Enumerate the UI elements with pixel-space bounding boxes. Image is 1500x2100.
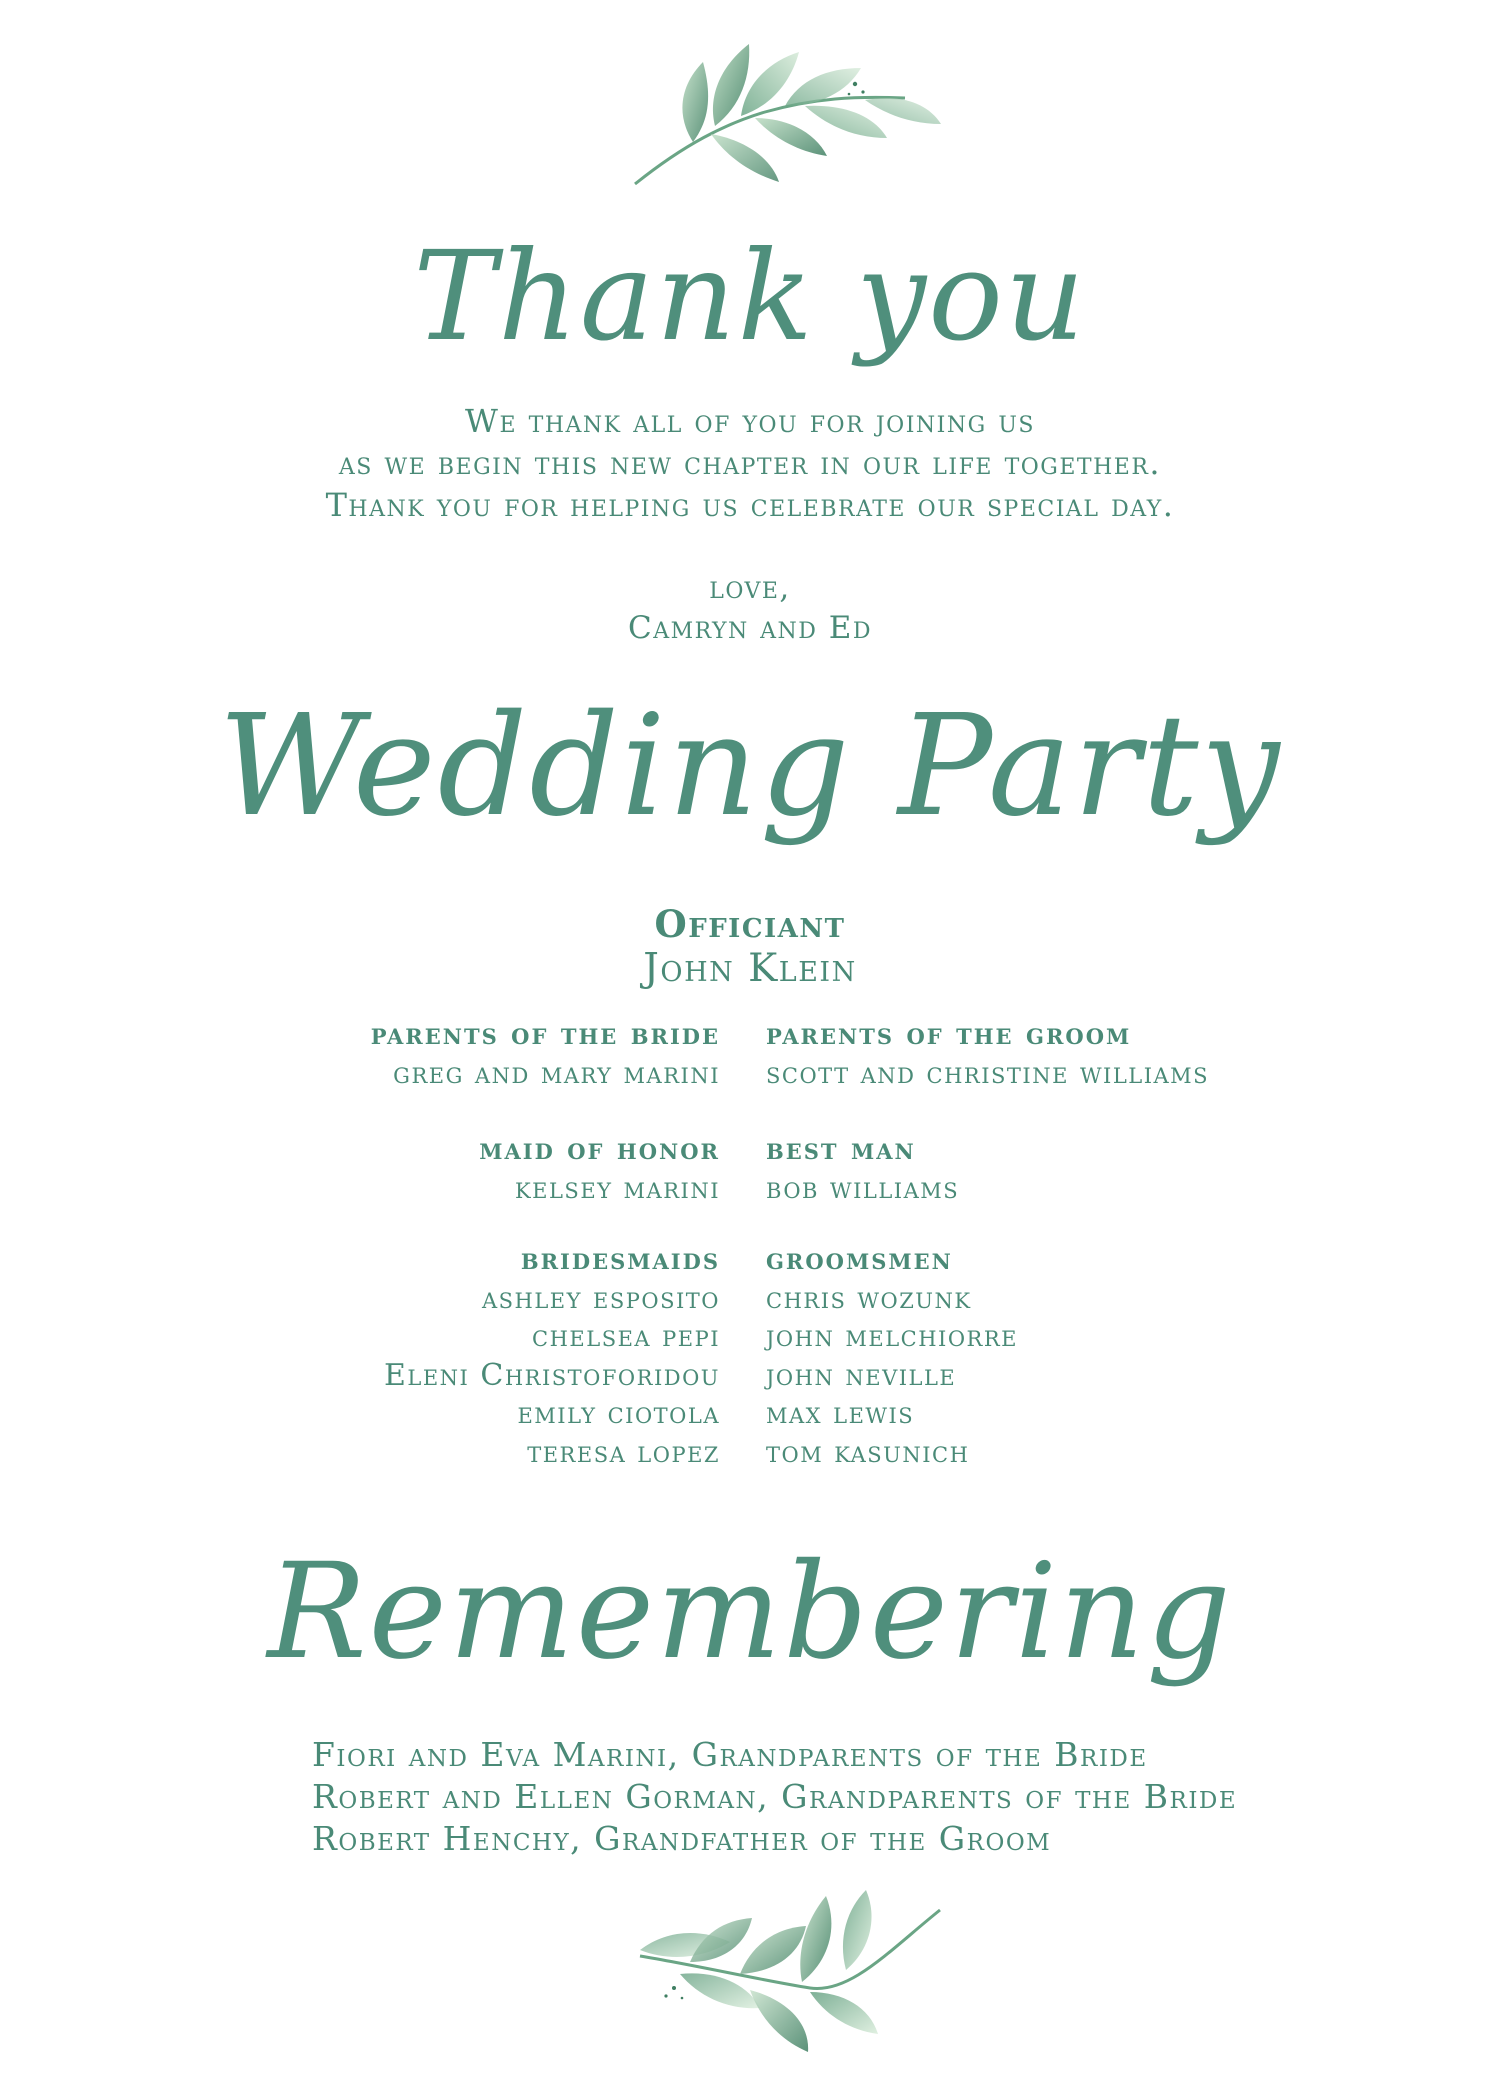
role-title: best man	[766, 1132, 916, 1167]
role-title: groomsmen	[766, 1242, 953, 1277]
thank-you-title: Thank you	[413, 225, 1087, 369]
officiant-label: Officiant	[654, 902, 846, 946]
remembering-line: Robert Henchy, Grandfather of the Groom	[312, 1819, 1052, 1858]
signoff-text: love,	[709, 570, 791, 606]
role-name: teresa lopez	[527, 1434, 720, 1470]
role-name: kelsey marini	[514, 1170, 720, 1206]
role-name: Eleni Christoforidou	[383, 1357, 720, 1393]
role-group	[384, 1241, 720, 1472]
remembering-line: Robert and Ellen Gorman, Grandparents of the Bride	[312, 1777, 1238, 1816]
role-name: john neville	[766, 1357, 957, 1393]
role-title: maid of honor	[479, 1132, 720, 1167]
thank-you-line: Thank you for helping us celebrate our special day.	[325, 486, 1175, 524]
thank-you-line: We thank all of you for joining us	[465, 402, 1035, 440]
remembering-line: Fiori and Eva Marini, Grandparents of the Bride	[312, 1735, 1148, 1774]
role-name: scott and christine williams	[766, 1055, 1210, 1091]
role-group	[479, 1131, 720, 1208]
role-name: john melchiorre	[766, 1319, 1018, 1354]
thank-you-message	[0, 400, 1500, 526]
role-title: parents of the groom	[766, 1017, 1132, 1052]
role-group	[766, 1131, 959, 1208]
remembering-title: Remembering	[267, 1535, 1233, 1689]
role-title: bridesmaids	[520, 1242, 720, 1277]
role-name: tom kasunich	[766, 1434, 970, 1470]
role-name: bob williams	[766, 1170, 960, 1206]
remembering-list	[312, 1734, 1237, 1860]
signature-text: Camryn and Ed	[627, 610, 873, 646]
officiant-name: John Klein	[643, 946, 857, 991]
role-title: parents of the bride	[370, 1017, 720, 1052]
role-name: max lewis	[766, 1396, 915, 1431]
role-name: chelsea pepi	[532, 1319, 720, 1354]
leaf-sprig-top-icon	[615, 14, 955, 204]
signoff-block	[0, 568, 1500, 648]
leaf-sprig-bottom-icon	[620, 1870, 950, 2070]
thank-you-line: as we begin this new chapter in our life together.	[338, 444, 1162, 482]
role-group	[766, 1241, 1018, 1472]
role-name: chris wozunk	[766, 1280, 972, 1316]
role-name: emily ciotola	[517, 1396, 720, 1431]
wedding-party-title: Wedding Party	[218, 685, 1282, 848]
role-group	[371, 1016, 720, 1093]
role-name: greg and mary marini	[393, 1055, 720, 1091]
officiant-block	[0, 902, 1500, 992]
role-group	[766, 1016, 1209, 1093]
role-name: ashley esposito	[481, 1280, 720, 1316]
